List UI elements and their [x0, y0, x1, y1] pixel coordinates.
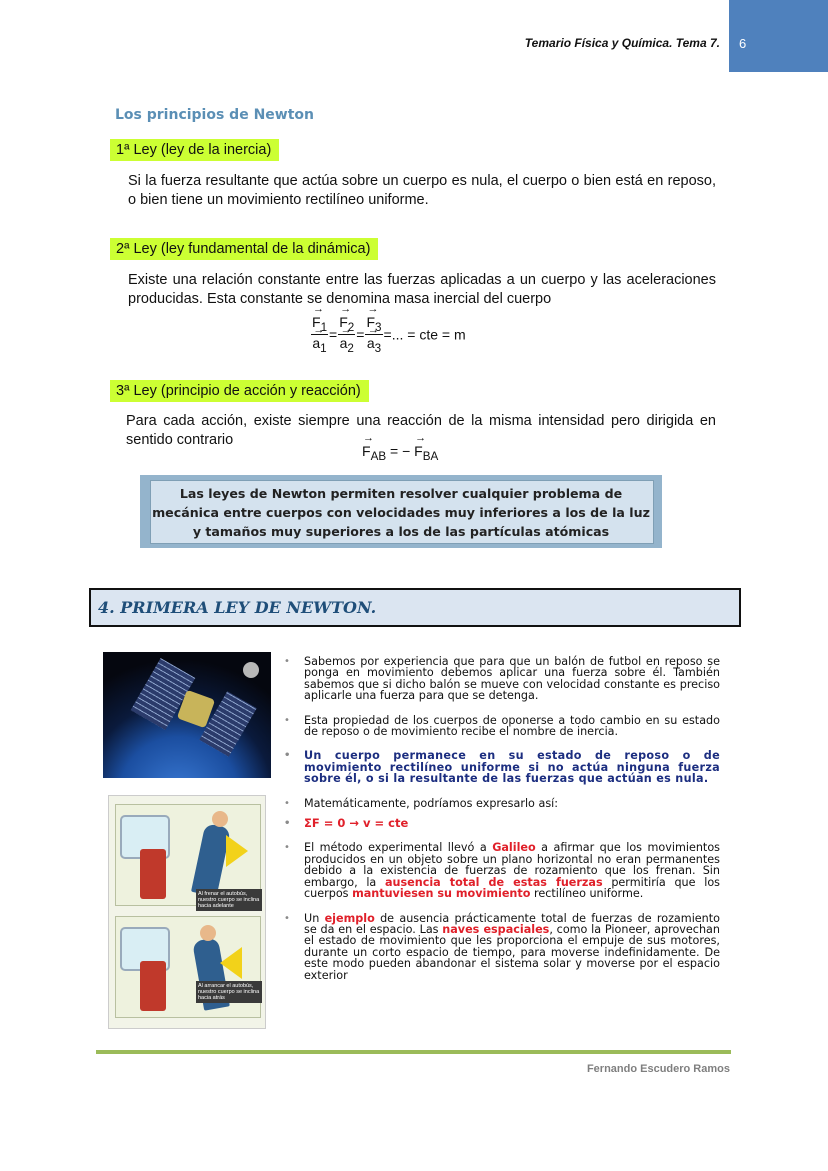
- bullet-item: • El método experimental llevó a Galileo a afirmar que los movimientos producidos en un objeto sobre un plano horizontal no eran permanentes debido a la existencia de fuerzas de rozamiento que los frenan. Sin embargo, la ausencia total de estas fuerzas permitiría que los cuerpos mantuviesen su movimiento rectilíneo uniforme.: [282, 842, 720, 899]
- arrow-forward-icon: [226, 835, 248, 867]
- header-title: Temario Física y Química. Tema 7.: [524, 36, 720, 50]
- bus-scene-starting: [115, 916, 261, 1018]
- bullet-item: • Sabemos por experiencia que para que un balón de futbol en reposo se ponga en movimiento debemos aplicar una fuerza sobre él. También sabemos que si dicho balón se mueve con velocidad constante es preciso aplicarle una fuerza para que se detenga.: [282, 656, 720, 702]
- formula-second-law: → $F_1$ → $a_1$ = → $F_2$ → $a_2$ = → $F_3$ → $a_3$ =... = cte = m: [310, 314, 466, 355]
- bullet-item: • Esta propiedad de los cuerpos de oponerse a todo cambio en su estado de reposo o de movimiento recibe el nombre de inercia.: [282, 715, 720, 738]
- law-2-heading: 2ª Ley (ley fundamental de la dinámica): [110, 238, 378, 260]
- law-3-text: Para cada acción, existe siempre una reacción de la misma intensidad pero dirigida en sentido contrario: [126, 413, 716, 448]
- passenger-figure: [191, 823, 231, 897]
- law-1-heading: 1ª Ley (ley de la inercia): [110, 139, 279, 161]
- section-title: Los principios de Newton: [115, 107, 314, 123]
- bus-scene-braking: [115, 804, 261, 909]
- inertia-equation: • ΣF = 0 → v = cte: [282, 818, 720, 829]
- footer-divider: [96, 1050, 731, 1054]
- bus-inertia-illustration: [108, 795, 266, 1029]
- bullet-item: • Matemáticamente, podríamos expresarlo así:: [282, 798, 720, 809]
- page-number: 6: [739, 36, 747, 51]
- footer-author: Fernando Escudero Ramos: [586, 1063, 730, 1075]
- bullet-list: [282, 656, 720, 994]
- caption-starting: Al arrancar el autobús, nuestro cuerpo se inclina hacia atrás: [196, 981, 262, 1003]
- law-2-text: Existe una relación constante entre las fuerzas aplicadas a un cuerpo y las aceleraciones producidas. Esta constante se denomina masa inercial del cuerpo: [128, 272, 716, 307]
- bullet-item-highlight: • Un cuerpo permanece en su estado de reposo o de movimiento rectilíneo uniforme si no actúa ninguna fuerza sobre él, o si la resultante de las fuerzas que actúan es nula.: [282, 750, 720, 784]
- formula-third-law: → $F_{AB}$ = − → $F_{BA}$: [362, 443, 438, 463]
- bullet-item: • Un ejemplo de ausencia prácticamente total de fuerzas de rozamiento se da en el espacio. Las naves espaciales, como la Pioneer, aprovechan el estado de movimiento que les proporciona el empuje de sus motores, durante un corto espacio de tiempo, para moverse indefinidamente. De este modo pueden abandonar el sistema solar y moverse por el espacio exterior: [282, 913, 720, 981]
- caption-braking: Al frenar el autobús, nuestro cuerpo se inclina hacia adelante: [196, 889, 262, 911]
- section-4-title: 4. PRIMERA LEY DE NEWTON.: [98, 598, 377, 617]
- note-text: Las leyes de Newton permiten resolver cualquier problema de mecánica entre cuerpos con velocidades muy inferiores a los de la luz y tamaños muy superiores a los de las partículas atómicas: [152, 486, 650, 539]
- law-1-text: Si la fuerza resultante que actúa sobre un cuerpo es nula, el cuerpo o bien está en reposo, o bien tiene un movimiento rectilíneo uniforme.: [128, 173, 716, 208]
- satellite-image: [103, 652, 271, 778]
- law-3-heading: 3ª Ley (principio de acción y reacción): [110, 380, 369, 402]
- moon-shape: [243, 662, 259, 678]
- arrow-backward-icon: [220, 947, 242, 979]
